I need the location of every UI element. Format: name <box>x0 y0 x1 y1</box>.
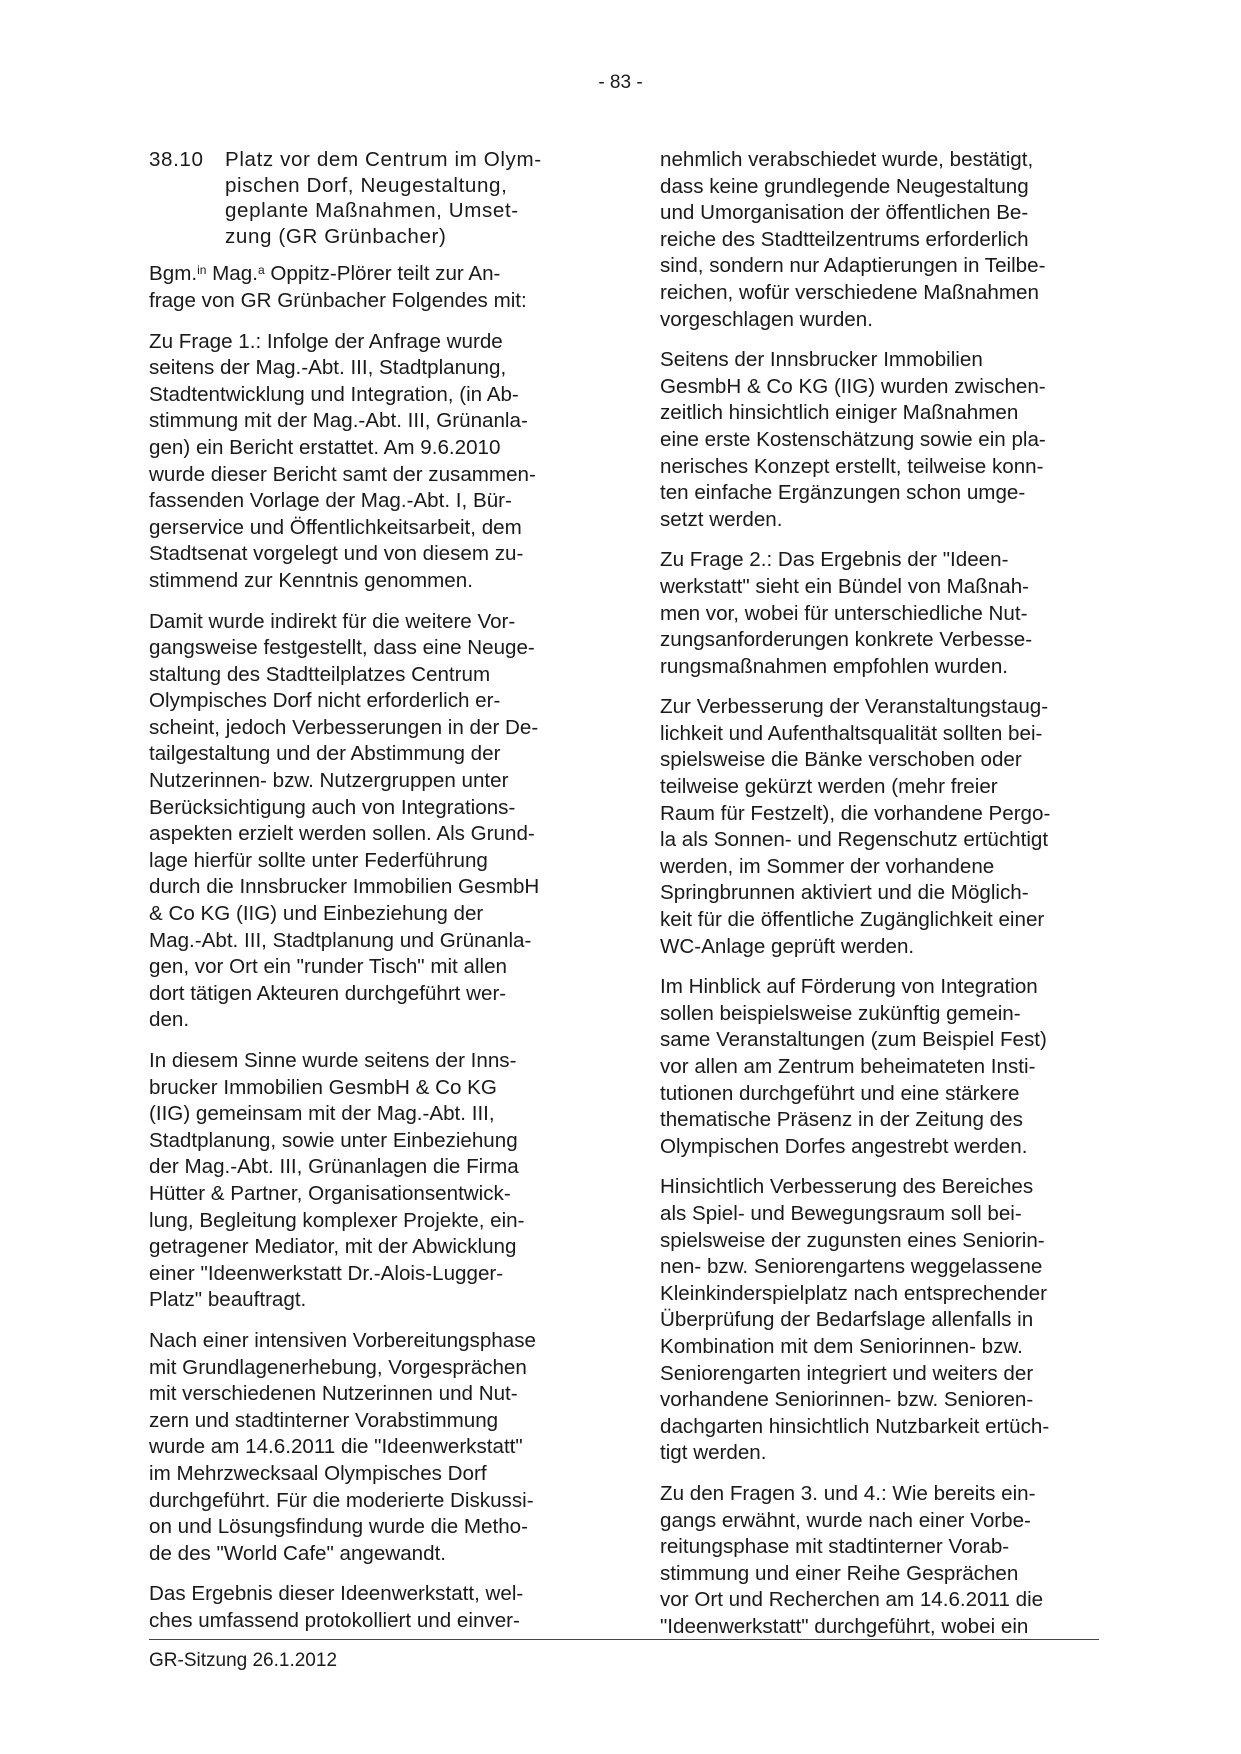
superscript-a: a <box>257 263 265 278</box>
section-title: Platz vor dem Centrum im Olym- pischen Dorf, Neugestaltung, geplante Maßnahmen, Umset- zung (GR Grünbacher) <box>225 148 542 248</box>
superscript-in: in <box>197 263 207 278</box>
paragraph: Zur Verbesserung der Veranstaltungstaug- lichkeit und Aufenthaltsqualität sollten bei- spielsweise die Bänke verschoben oder teilweise gekürzt werden (mehr freier Raum für Festzelt), die vorhandene Pergo- la als Sonnen- und Regenschutz ertüchtigt werden, im Sommer der vorhandene Springbrunnen aktiviert und die Möglich- keit für die öffentliche Zugänglichkeit einer WC-Anlage geprüft werden. <box>660 695 1051 958</box>
paragraph: Zu Frage 1.: Infolge der Anfrage wurde seitens der Mag.-Abt. III, Stadtplanung, Stadtentwicklung und Integration, (in Ab- stimmung mit der Mag.-Abt. III, Grünanla- gen) ein Bericht erstattet. Am 9.6.2010 wurde dieser Bericht samt der zusammen- fassenden Vorlage der Mag.-Abt. I, Bür- gerservice und Öffentlichkeitsarbeit, dem Stadtsenat vorgelegt und von diesem zu- stimmend zur Kenntnis genommen. <box>149 329 536 592</box>
section-heading <box>149 147 594 249</box>
paragraph: Im Hinblick auf Förderung von Integration sollen beispielsweise zukünftig gemein- same Veranstaltungen (zum Beispiel Fest) vor allen am Zentrum beheimateten Insti- tutionen durchgeführt und eine stärkere thematische Präsenz in der Zeitung des Olympischen Dorfes angestrebt werden. <box>660 975 1047 1158</box>
paragraph: nehmlich verabschiedet wurde, bestätigt, dass keine grundlegende Neugestaltung und Umorganisation der öffentlichen Be- reiche des Stadtteilzentrums erforderlich sind, sondern nur Adaptierungen in Teilbe- reichen, wofür verschiedene Maßnahmen vorgeschlagen wurden. <box>660 148 1046 331</box>
paragraph: Hinsichtlich Verbesserung des Bereiches als Spiel- und Bewegungsraum soll bei- spielsweise der zugunsten eines Seniorin- nen- bzw. Seniorengartens weggelassene Kleinkinderspielplatz nach entsprechender Überprüfung der Bedarfslage allenfalls in Kombination mit dem Seniorinnen- bzw. Seniorengarten integriert und weiters der vorhandene Seniorinnen- bzw. Senioren- dachgarten hinsichtlich Nutzbarkeit ertüch- tigt werden. <box>660 1175 1050 1465</box>
section-number: 38.10 <box>149 148 204 171</box>
footer-text: GR-Sitzung 26.1.2012 <box>149 1650 338 1671</box>
paragraph: Seitens der Innsbrucker Immobilien GesmbH & Co KG (IIG) wurden zwischen- zeitlich hinsichtlich einiger Maßnahmen eine erste Kostenschätzung sowie ein pla- nerisches Konzept erstellt, teilweise konn- ten einfache Ergänzungen schon umge- setzt werden. <box>660 348 1046 531</box>
paragraph: Zu den Fragen 3. und 4.: Wie bereits ein- gangs erwähnt, wurde nach einer Vorbe- reitungsphase mit stadtinterner Vorab- stimmung und einer Reihe Gesprächen vor Ort und Recherchen am 14.6.2011 die "Ideenwerkstatt" durchgeführt, wobei ein <box>660 1481 1044 1638</box>
left-column <box>149 147 594 1648</box>
intro-paragraph: Bgm.$^{in}$ Mag.$^a$ Oppitz-Plörer teilt zur An- frage von GR Grünbacher Folgendes mit: <box>149 262 527 312</box>
footer-divider <box>149 1639 1099 1640</box>
paragraph: In diesem Sinne wurde seitens der Inns- brucker Immobilien GesmbH & Co KG (IIG) gemeinsam mit der Mag.-Abt. III, Stadtplanung, sowie unter Einbeziehung der Mag.-Abt. III, Grünanlagen die Firma Hütter & Partner, Organisationsentwick- lung, Begleitung komplexer Projekte, ein- getragener Mediator, mit der Abwicklung einer "Ideenwerkstatt Dr.-Alois-Lugger- Platz" beauftragt. <box>149 1049 525 1312</box>
paragraph: Das Ergebnis dieser Ideenwerkstatt, wel- ches umfassend protokolliert und einver- <box>149 1582 524 1632</box>
page-number: - 83 - <box>598 72 643 93</box>
paragraph: Nach einer intensiven Vorbereitungsphase mit Grundlagenerhebung, Vorgesprächen mit verschiedenen Nutzerinnen und Nut- zern und stadtinterner Vorabstimmung wurde am 14.6.2011 die "Ideenwerkstatt" im Mehrzwecksaal Olympisches Dorf durchgeführt. Für die moderierte Diskussi- on und Lösungsfindung wurde die Metho- de des "World Cafe" angewandt. <box>149 1328 536 1565</box>
paragraph: Zu Frage 2.: Das Ergebnis der "Ideen- werkstatt" sieht ein Bündel von Maßnah- men vor, wobei für unterschiedliche Nut- zungsanforderungen konkrete Verbesse- rungsmaßnahmen empfohlen wurden. <box>660 548 1033 678</box>
paragraph: Damit wurde indirekt für die weitere Vor- gangsweise festgestellt, dass eine Neuge- staltung des Stadtteilplatzes Centrum Olympisches Dorf nicht erforderlich er- scheint, jedoch Verbesserungen in der De- tailgestaltung und der Abstimmung der Nutzerinnen- bzw. Nutzergruppen unter Berücksichtigung auch von Integrations- aspekten erzielt werden sollen. Als Grund- lage hierfür sollte unter Federführung durch die Innsbrucker Immobilien GesmbH & Co KG (IIG) und Einbeziehung der Mag.-Abt. III, Stadtplanung und Grünanla- gen, vor Ort ein "runder Tisch" mit allen dort tätigen Akteuren durchgeführt wer- den. <box>149 609 540 1032</box>
right-column <box>660 147 1105 1654</box>
